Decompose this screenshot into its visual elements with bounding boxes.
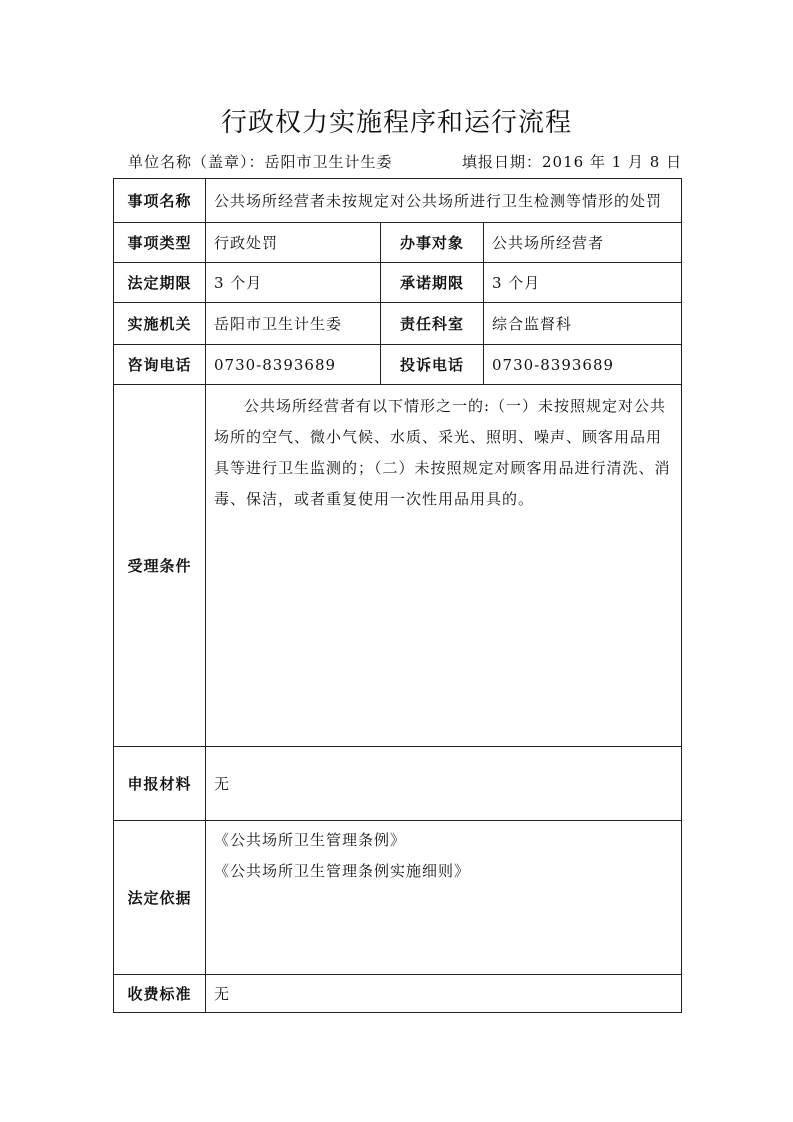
label-conditions: 受理条件 xyxy=(114,385,206,747)
value-basis xyxy=(206,821,682,975)
value-fee: 无 xyxy=(206,975,682,1013)
value-legal-deadline: 3 个月 xyxy=(206,263,381,303)
value-office: 综合监督科 xyxy=(484,303,682,345)
value-consult-phone: 0730-8393689 xyxy=(206,345,381,385)
row-fee xyxy=(114,975,682,1013)
basis-item: 《公共场所卫生管理条例》 xyxy=(214,831,407,849)
row-conditions xyxy=(114,385,682,747)
label-promised-deadline: 承诺期限 xyxy=(381,263,484,303)
value-promised-deadline: 3 个月 xyxy=(484,263,682,303)
value-item-name: 公共场所经营者未按规定对公共场所进行卫生检测等情形的处罚 xyxy=(206,179,682,223)
document-title: 行政权力实施程序和运行流程 xyxy=(220,108,572,138)
label-consult-phone: 咨询电话 xyxy=(114,345,206,385)
label-fee: 收费标准 xyxy=(114,975,206,1013)
row-item-name xyxy=(114,179,682,223)
row-basis xyxy=(114,821,682,975)
row-deadlines xyxy=(114,263,682,303)
label-office: 责任科室 xyxy=(381,303,484,345)
row-materials xyxy=(114,747,682,821)
value-complaint-phone: 0730-8393689 xyxy=(484,345,682,385)
row-phones xyxy=(114,345,682,385)
label-target: 办事对象 xyxy=(381,223,484,263)
procedure-table xyxy=(113,178,682,1013)
label-item-type: 事项类型 xyxy=(114,223,206,263)
fill-date: 填报日期：2016 年 1 月 8 日 xyxy=(462,153,683,171)
label-item-name: 事项名称 xyxy=(114,179,206,223)
label-agency: 实施机关 xyxy=(114,303,206,345)
value-conditions: 公共场所经营者有以下情形之一的:（一）未按照规定对公共场所的空气、微小气候、水质、采光、照明、噪声、顾客用品用具等进行卫生监测的；（二）未按照规定对顾客用品进行清洗、消毒、保洁，或者重复使用一次性用品用具的。 xyxy=(206,385,682,747)
basis-item: 《公共场所卫生管理条例实施细则》 xyxy=(214,862,471,880)
label-complaint-phone: 投诉电话 xyxy=(381,345,484,385)
label-legal-deadline: 法定期限 xyxy=(114,263,206,303)
value-agency: 岳阳市卫生计生委 xyxy=(206,303,381,345)
value-target: 公共场所经营者 xyxy=(484,223,682,263)
unit-name: 单位名称（盖章）：岳阳市卫生计生委 xyxy=(128,153,393,171)
value-materials: 无 xyxy=(206,747,682,821)
label-materials: 申报材料 xyxy=(114,747,206,821)
row-agency xyxy=(114,303,682,345)
row-item-type xyxy=(114,223,682,263)
value-item-type: 行政处罚 xyxy=(206,223,381,263)
label-basis: 法定依据 xyxy=(114,821,206,975)
